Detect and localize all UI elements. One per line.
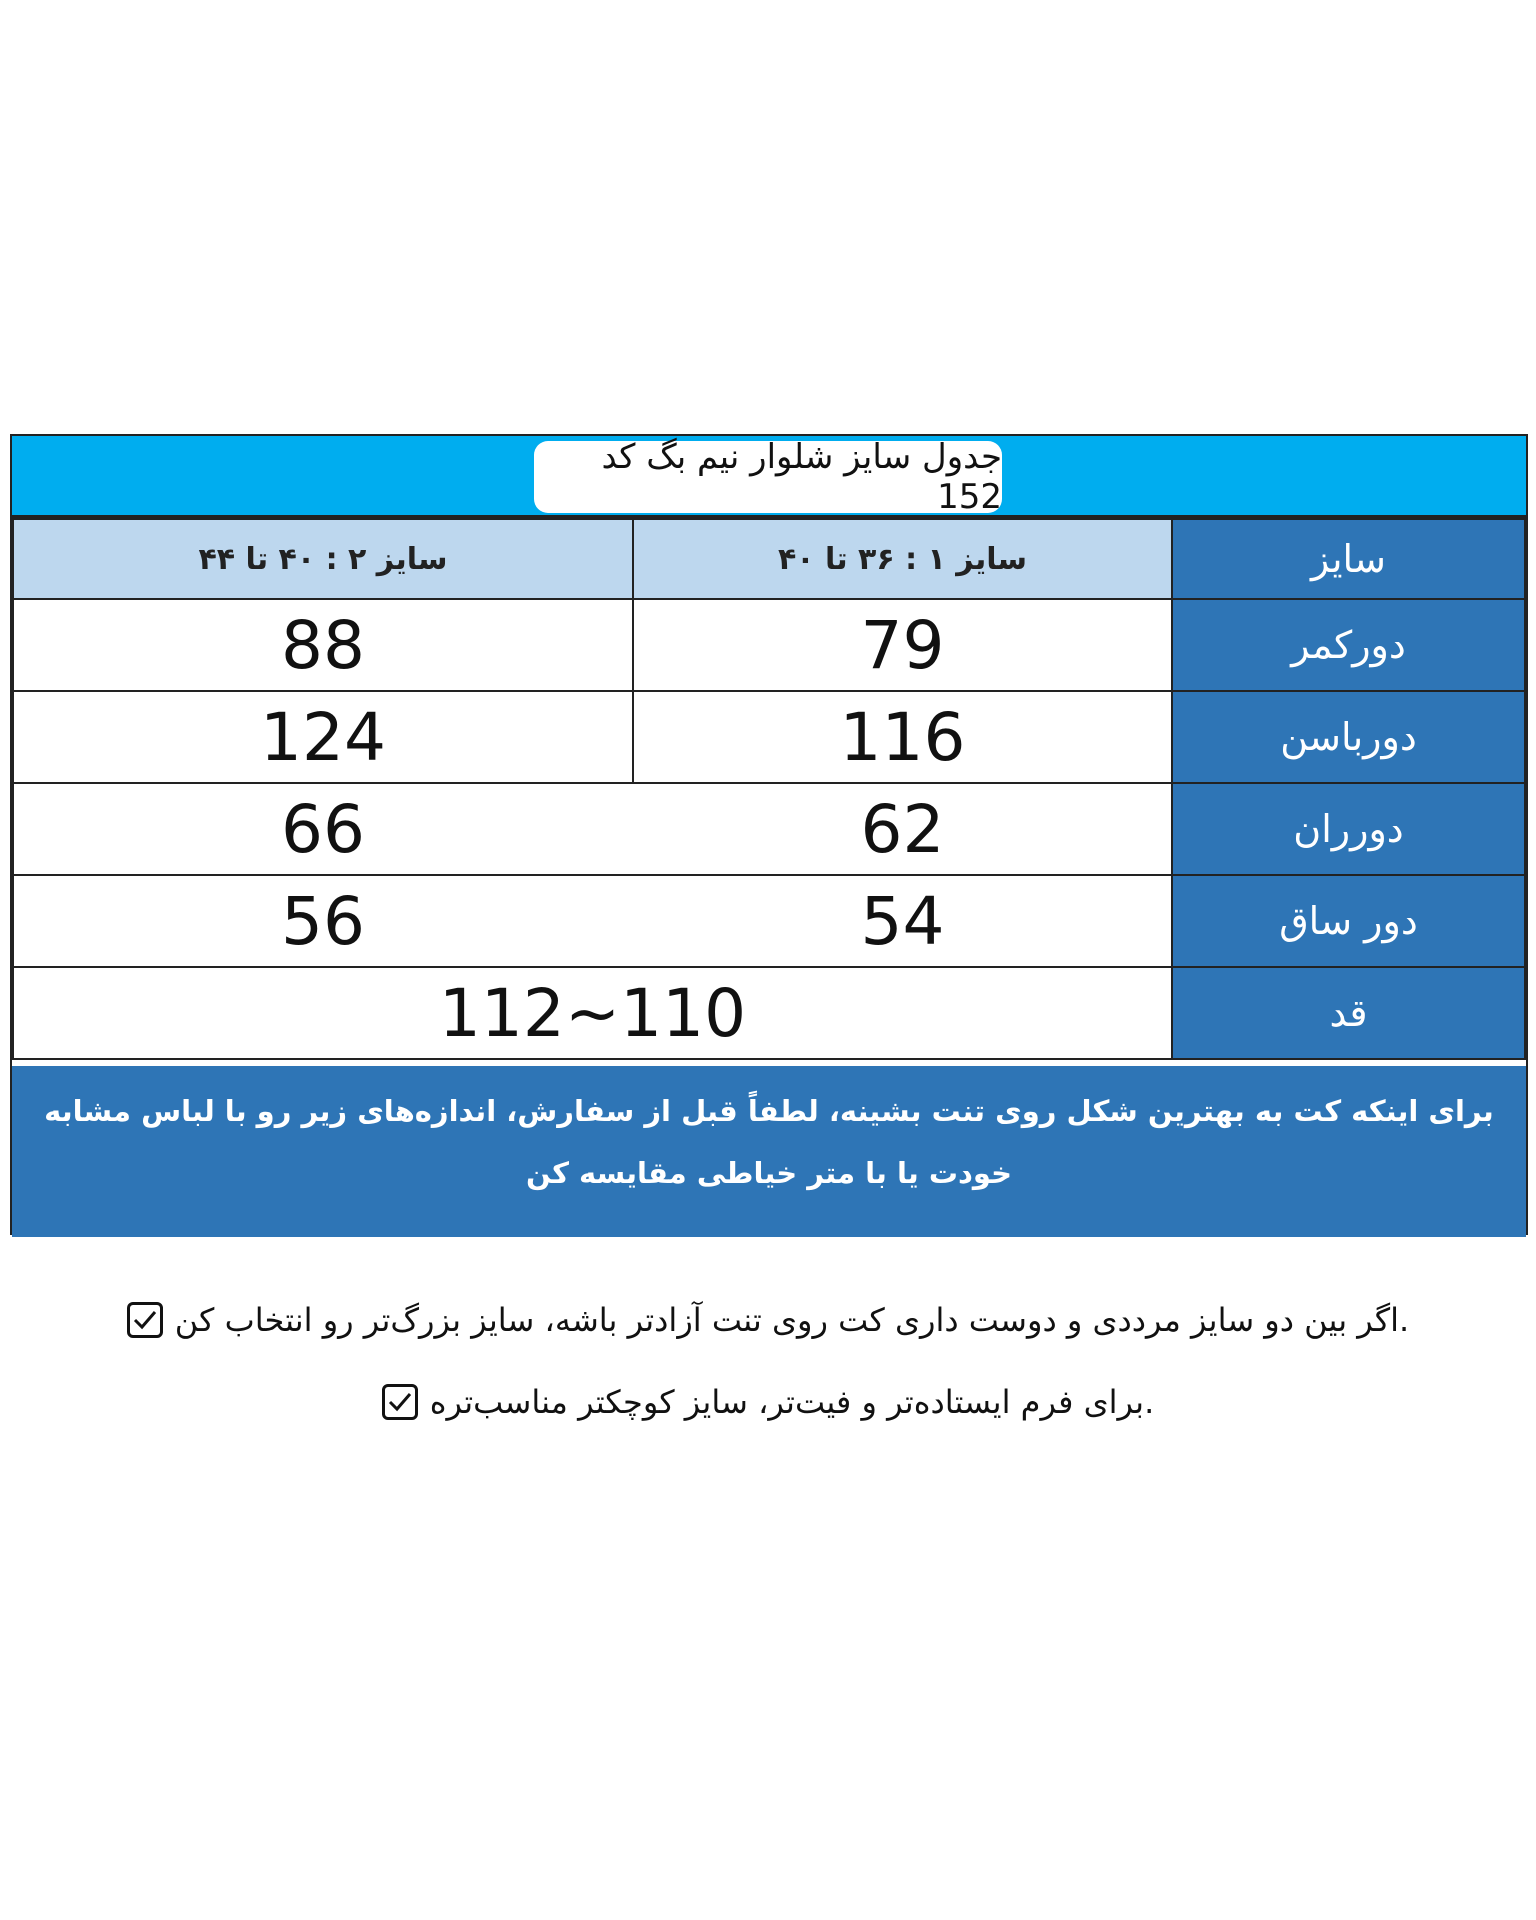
row-label: دورکمر [1172,599,1525,691]
checkbox-icon [382,1384,418,1420]
size-table [12,518,1526,1060]
size2-value: 56 [13,875,633,967]
size1-value: 62 [633,783,1172,875]
size2-value: 124 [13,691,633,783]
row-label: دورباسن [1172,691,1525,783]
note-text: برای اینکه کت به بهترین شکل روی تنت بشینه، لطفاً قبل از سفارش، اندازه‌های زیر رو با لباس مشابه خودت یا با متر خیاطی مقایسه کن [12,1066,1526,1237]
table-row [13,599,1525,691]
row-label: دورران [1172,783,1525,875]
tips-list [0,1290,1536,1454]
chart-title: جدول سایز شلوار نیم بگ کد 152 [534,441,1002,513]
tip-text: .برای فرم ایستاده‌تر و فیت‌تر، سایز کوچکتر مناسب‌تره [429,1383,1155,1421]
tip-text: .اگر بین دو سایز مرددی و دوست داری کت روی تنت آزادتر باشه، سایز بزرگ‌تر رو انتخاب کن [174,1301,1410,1339]
height-value: 110~112 [13,967,1172,1059]
row-label: دور ساق [1172,875,1525,967]
table-header-row [13,519,1525,599]
table-row [13,967,1525,1059]
size2-value: 88 [13,599,633,691]
size-chart [10,434,1528,1235]
header-size2-cell: سایز ۲ : ۴۰ تا ۴۴ [13,519,633,599]
table-row [13,783,1525,875]
size1-value: 54 [633,875,1172,967]
size1-value: 116 [633,691,1172,783]
size2-value: 66 [13,783,633,875]
row-label: قد [1172,967,1525,1059]
table-row [13,691,1525,783]
checkbox-icon [127,1302,163,1338]
size1-value: 79 [633,599,1172,691]
tip-item [0,1372,1536,1432]
header-label-cell: سایز [1172,519,1525,599]
header-size1-cell: سایز ۱ : ۳۶ تا ۴۰ [633,519,1172,599]
title-bar [12,436,1526,518]
table-row [13,875,1525,967]
tip-item [0,1290,1536,1350]
